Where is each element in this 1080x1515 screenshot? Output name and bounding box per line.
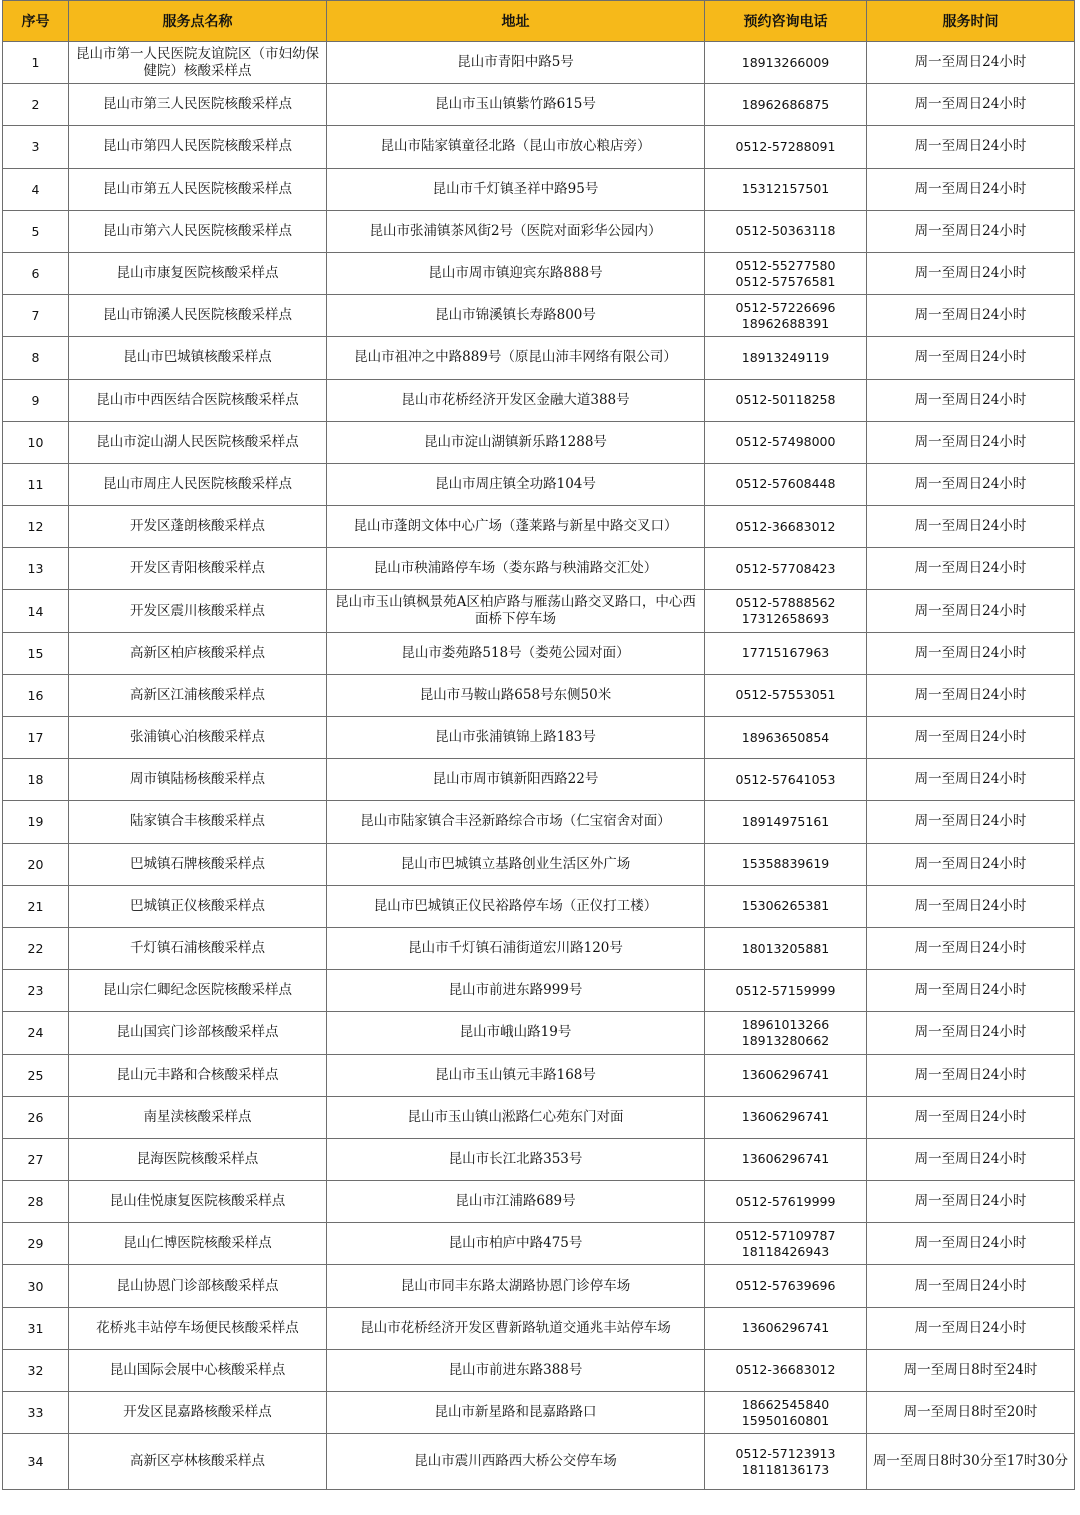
phone-number: 18963650854	[741, 729, 830, 745]
phone-number: 0512-57708423	[735, 560, 836, 576]
service-point-name: 高新区柏庐核酸采样点	[69, 632, 327, 674]
phone-number: 0512-57888562	[735, 595, 836, 611]
header-phone: 预约咨询电话	[705, 1, 867, 42]
service-hours: 周一至周日24小时	[867, 1265, 1075, 1307]
service-hours: 周一至周日24小时	[867, 84, 1075, 126]
row-number: 16	[3, 674, 69, 716]
header-address: 地址	[327, 1, 705, 42]
address-cell: 昆山市峨山路19号	[327, 1012, 705, 1054]
address-cell: 昆山市周市镇迎宾东路888号	[327, 252, 705, 294]
address-cell: 昆山市巴城镇立基路创业生活区外广场	[327, 843, 705, 885]
row-number: 23	[3, 970, 69, 1012]
service-point-name: 千灯镇石浦核酸采样点	[69, 927, 327, 969]
row-number: 9	[3, 379, 69, 421]
row-number: 20	[3, 843, 69, 885]
row-number: 29	[3, 1223, 69, 1265]
service-hours: 周一至周日24小时	[867, 674, 1075, 716]
service-point-name: 昆山宗仁卿纪念医院核酸采样点	[69, 970, 327, 1012]
phone-number: 0512-55277580	[735, 257, 836, 273]
table-row	[3, 421, 1075, 463]
phone-cell	[705, 970, 867, 1012]
service-hours: 周一至周日24小时	[867, 843, 1075, 885]
row-number: 12	[3, 506, 69, 548]
service-point-name: 昆山元丰路和合核酸采样点	[69, 1054, 327, 1096]
phone-number: 15306265381	[741, 898, 830, 914]
phone-cell	[705, 337, 867, 379]
row-number: 7	[3, 295, 69, 337]
service-point-name: 昆山国际会展中心核酸采样点	[69, 1349, 327, 1391]
table-row	[3, 252, 1075, 294]
row-number: 11	[3, 463, 69, 505]
phone-number: 0512-36683012	[735, 1362, 836, 1378]
table-row	[3, 168, 1075, 210]
phone-number: 0512-57109787	[735, 1227, 836, 1243]
phone-number: 0512-57288091	[735, 138, 836, 154]
row-number: 26	[3, 1096, 69, 1138]
service-point-name: 高新区江浦核酸采样点	[69, 674, 327, 716]
service-point-name: 陆家镇合丰核酸采样点	[69, 801, 327, 843]
service-point-name: 周市镇陆杨核酸采样点	[69, 759, 327, 801]
address-cell: 昆山市青阳中路5号	[327, 42, 705, 84]
phone-number: 0512-57619999	[735, 1193, 836, 1209]
address-cell: 昆山市玉山镇元丰路168号	[327, 1054, 705, 1096]
phone-cell	[705, 1434, 867, 1490]
address-cell: 昆山市前进东路999号	[327, 970, 705, 1012]
service-point-name: 开发区青阳核酸采样点	[69, 548, 327, 590]
table-row	[3, 1181, 1075, 1223]
header-hours: 服务时间	[867, 1, 1075, 42]
service-hours: 周一至周日24小时	[867, 717, 1075, 759]
address-cell: 昆山市陆家镇合丰泾新路综合市场（仁宝宿舍对面）	[327, 801, 705, 843]
address-cell: 昆山市祖冲之中路889号（原昆山沛丰网络有限公司）	[327, 337, 705, 379]
phone-cell	[705, 1012, 867, 1054]
phone-number: 18118136173	[741, 1461, 830, 1477]
row-number: 27	[3, 1138, 69, 1180]
phone-cell	[705, 463, 867, 505]
service-point-name: 昆山协恩门诊部核酸采样点	[69, 1265, 327, 1307]
table-row	[3, 927, 1075, 969]
service-hours: 周一至周日24小时	[867, 1054, 1075, 1096]
row-number: 32	[3, 1349, 69, 1391]
row-number: 33	[3, 1392, 69, 1434]
phone-cell	[705, 1265, 867, 1307]
phone-number: 13606296741	[741, 1151, 830, 1167]
table-row	[3, 1138, 1075, 1180]
phone-number: 18913280662	[741, 1032, 830, 1048]
row-number: 31	[3, 1307, 69, 1349]
phone-cell	[705, 42, 867, 84]
table-row	[3, 1434, 1075, 1490]
service-hours: 周一至周日8时30分至17时30分	[867, 1434, 1075, 1490]
phone-number: 18962688391	[741, 315, 830, 331]
service-point-name: 昆山市中西医结合医院核酸采样点	[69, 379, 327, 421]
address-cell: 昆山市陆家镇童径北路（昆山市放心粮店旁）	[327, 126, 705, 168]
service-hours: 周一至周日24小时	[867, 379, 1075, 421]
service-hours: 周一至周日24小时	[867, 632, 1075, 674]
table-row	[3, 1223, 1075, 1265]
service-hours: 周一至周日24小时	[867, 295, 1075, 337]
phone-cell	[705, 1392, 867, 1434]
row-number: 15	[3, 632, 69, 674]
row-number: 14	[3, 590, 69, 632]
address-cell: 昆山市长江北路353号	[327, 1138, 705, 1180]
phone-number: 13606296741	[741, 1109, 830, 1125]
header-no: 序号	[3, 1, 69, 42]
service-hours: 周一至周日24小时	[867, 168, 1075, 210]
service-point-name: 昆山佳悦康复医院核酸采样点	[69, 1181, 327, 1223]
service-hours: 周一至周日24小时	[867, 1096, 1075, 1138]
service-point-name: 昆山市淀山湖人民医院核酸采样点	[69, 421, 327, 463]
table-row	[3, 970, 1075, 1012]
table-row	[3, 42, 1075, 84]
phone-number: 15950160801	[741, 1412, 830, 1428]
service-point-name: 昆山市第四人民医院核酸采样点	[69, 126, 327, 168]
service-point-name: 昆山市康复医院核酸采样点	[69, 252, 327, 294]
phone-cell	[705, 1307, 867, 1349]
service-hours: 周一至周日24小时	[867, 590, 1075, 632]
address-cell: 昆山市玉山镇紫竹路615号	[327, 84, 705, 126]
sampling-points-table	[2, 0, 1075, 1490]
service-point-name: 高新区亭林核酸采样点	[69, 1434, 327, 1490]
address-cell: 昆山市张浦镇锦上路183号	[327, 717, 705, 759]
service-point-name: 巴城镇石牌核酸采样点	[69, 843, 327, 885]
phone-number: 18914975161	[741, 813, 830, 829]
table-body	[3, 42, 1075, 1490]
phone-cell	[705, 843, 867, 885]
phone-number: 13606296741	[741, 1320, 830, 1336]
table-row	[3, 885, 1075, 927]
row-number: 25	[3, 1054, 69, 1096]
service-hours: 周一至周日8时至24时	[867, 1349, 1075, 1391]
address-cell: 昆山市淀山湖镇新乐路1288号	[327, 421, 705, 463]
address-cell: 昆山市花桥经济开发区金融大道388号	[327, 379, 705, 421]
phone-number: 17715167963	[741, 645, 830, 661]
table-row	[3, 759, 1075, 801]
table-row	[3, 210, 1075, 252]
table-row	[3, 337, 1075, 379]
phone-cell	[705, 632, 867, 674]
phone-cell	[705, 801, 867, 843]
phone-cell	[705, 1138, 867, 1180]
table-row	[3, 801, 1075, 843]
table-row	[3, 126, 1075, 168]
phone-number: 18662545840	[741, 1396, 830, 1412]
service-point-name: 昆海医院核酸采样点	[69, 1138, 327, 1180]
phone-cell	[705, 759, 867, 801]
phone-number: 0512-57639696	[735, 1278, 836, 1294]
row-number: 5	[3, 210, 69, 252]
service-hours: 周一至周日24小时	[867, 1012, 1075, 1054]
phone-cell	[705, 84, 867, 126]
service-point-name: 昆山市锦溪人民医院核酸采样点	[69, 295, 327, 337]
header-row	[3, 1, 1075, 42]
table-row	[3, 1096, 1075, 1138]
phone-cell	[705, 717, 867, 759]
service-hours: 周一至周日24小时	[867, 337, 1075, 379]
row-number: 19	[3, 801, 69, 843]
phone-number: 17312658693	[741, 611, 830, 627]
row-number: 24	[3, 1012, 69, 1054]
service-hours: 周一至周日24小时	[867, 42, 1075, 84]
phone-cell	[705, 548, 867, 590]
address-cell: 昆山市蓬朗文体中心广场（蓬莱路与新星中路交叉口）	[327, 506, 705, 548]
phone-number: 18913266009	[741, 54, 830, 70]
phone-number: 18118426943	[741, 1243, 830, 1259]
table-row	[3, 548, 1075, 590]
phone-number: 0512-57576581	[735, 273, 836, 289]
phone-number: 18962686875	[741, 96, 830, 112]
service-point-name: 昆山市巴城镇核酸采样点	[69, 337, 327, 379]
service-hours: 周一至周日24小时	[867, 210, 1075, 252]
phone-cell	[705, 168, 867, 210]
service-point-name: 南星渎核酸采样点	[69, 1096, 327, 1138]
phone-number: 0512-57498000	[735, 434, 836, 450]
phone-cell	[705, 252, 867, 294]
service-point-name: 昆山市第三人民医院核酸采样点	[69, 84, 327, 126]
phone-cell	[705, 126, 867, 168]
address-cell: 昆山市秧浦路停车场（娄东路与秧浦路交汇处）	[327, 548, 705, 590]
service-point-name: 昆山市第六人民医院核酸采样点	[69, 210, 327, 252]
address-cell: 昆山市周庄镇全功路104号	[327, 463, 705, 505]
table-row	[3, 590, 1075, 632]
service-hours: 周一至周日24小时	[867, 885, 1075, 927]
service-hours: 周一至周日24小时	[867, 759, 1075, 801]
row-number: 17	[3, 717, 69, 759]
table-row	[3, 1349, 1075, 1391]
service-hours: 周一至周日24小时	[867, 927, 1075, 969]
phone-cell	[705, 1223, 867, 1265]
service-point-name: 昆山国宾门诊部核酸采样点	[69, 1012, 327, 1054]
address-cell: 昆山市花桥经济开发区曹新路轨道交通兆丰站停车场	[327, 1307, 705, 1349]
service-hours: 周一至周日24小时	[867, 506, 1075, 548]
row-number: 22	[3, 927, 69, 969]
service-hours: 周一至周日24小时	[867, 970, 1075, 1012]
service-hours: 周一至周日24小时	[867, 548, 1075, 590]
address-cell: 昆山市同丰东路太湖路协恩门诊停车场	[327, 1265, 705, 1307]
phone-cell	[705, 885, 867, 927]
service-point-name: 昆山市第五人民医院核酸采样点	[69, 168, 327, 210]
phone-number: 0512-36683012	[735, 518, 836, 534]
row-number: 4	[3, 168, 69, 210]
service-point-name: 昆山市周庄人民医院核酸采样点	[69, 463, 327, 505]
service-point-name: 昆山市第一人民医院友谊院区（市妇幼保健院）核酸采样点	[69, 42, 327, 84]
phone-number: 15312157501	[741, 181, 830, 197]
phone-cell	[705, 674, 867, 716]
row-number: 10	[3, 421, 69, 463]
table-row	[3, 295, 1075, 337]
address-cell: 昆山市玉山镇山淞路仁心苑东门对面	[327, 1096, 705, 1138]
table-row	[3, 506, 1075, 548]
phone-number: 18961013266	[741, 1016, 830, 1032]
service-point-name: 开发区昆嘉路核酸采样点	[69, 1392, 327, 1434]
address-cell: 昆山市柏庐中路475号	[327, 1223, 705, 1265]
service-point-name: 花桥兆丰站停车场便民核酸采样点	[69, 1307, 327, 1349]
service-point-name: 张浦镇心泊核酸采样点	[69, 717, 327, 759]
phone-number: 13606296741	[741, 1067, 830, 1083]
row-number: 13	[3, 548, 69, 590]
row-number: 28	[3, 1181, 69, 1223]
service-hours: 周一至周日24小时	[867, 801, 1075, 843]
table-row	[3, 1307, 1075, 1349]
phone-number: 0512-57553051	[735, 687, 836, 703]
table-row	[3, 379, 1075, 421]
phone-number: 0512-50118258	[735, 392, 836, 408]
address-cell: 昆山市千灯镇石浦街道宏川路120号	[327, 927, 705, 969]
row-number: 21	[3, 885, 69, 927]
phone-cell	[705, 1181, 867, 1223]
phone-number: 0512-57159999	[735, 982, 836, 998]
address-cell: 昆山市锦溪镇长寿路800号	[327, 295, 705, 337]
row-number: 1	[3, 42, 69, 84]
phone-number: 0512-57641053	[735, 771, 836, 787]
phone-number: 0512-57226696	[735, 299, 836, 315]
address-cell: 昆山市巴城镇正仪民裕路停车场（正仪打工楼）	[327, 885, 705, 927]
phone-number: 18013205881	[741, 940, 830, 956]
service-hours: 周一至周日24小时	[867, 1138, 1075, 1180]
service-hours: 周一至周日24小时	[867, 126, 1075, 168]
phone-cell	[705, 421, 867, 463]
address-cell: 昆山市娄苑路518号（娄苑公园对面）	[327, 632, 705, 674]
table-row	[3, 463, 1075, 505]
table-row	[3, 84, 1075, 126]
service-point-name: 开发区蓬朗核酸采样点	[69, 506, 327, 548]
phone-number: 15358839619	[741, 856, 830, 872]
address-cell: 昆山市千灯镇圣祥中路95号	[327, 168, 705, 210]
row-number: 6	[3, 252, 69, 294]
row-number: 18	[3, 759, 69, 801]
address-cell: 昆山市前进东路388号	[327, 1349, 705, 1391]
service-hours: 周一至周日24小时	[867, 1307, 1075, 1349]
address-cell: 昆山市震川西路西大桥公交停车场	[327, 1434, 705, 1490]
header-name: 服务点名称	[69, 1, 327, 42]
address-cell: 昆山市玉山镇枫景苑A区柏庐路与雁荡山路交叉路口，中心西面桥下停车场	[327, 590, 705, 632]
table-row	[3, 632, 1075, 674]
row-number: 8	[3, 337, 69, 379]
table-row	[3, 1012, 1075, 1054]
address-cell: 昆山市张浦镇茶风街2号（医院对面彩华公园内）	[327, 210, 705, 252]
service-hours: 周一至周日24小时	[867, 1181, 1075, 1223]
row-number: 30	[3, 1265, 69, 1307]
row-number: 3	[3, 126, 69, 168]
phone-cell	[705, 1054, 867, 1096]
table-row	[3, 1392, 1075, 1434]
phone-cell	[705, 1349, 867, 1391]
service-hours: 周一至周日24小时	[867, 421, 1075, 463]
address-cell: 昆山市江浦路689号	[327, 1181, 705, 1223]
phone-cell	[705, 295, 867, 337]
phone-cell	[705, 590, 867, 632]
table-row	[3, 1054, 1075, 1096]
table-row	[3, 674, 1075, 716]
service-point-name: 巴城镇正仪核酸采样点	[69, 885, 327, 927]
table-row	[3, 717, 1075, 759]
service-hours: 周一至周日24小时	[867, 1223, 1075, 1265]
service-point-name: 开发区震川核酸采样点	[69, 590, 327, 632]
phone-number: 18913249119	[741, 349, 830, 365]
service-hours: 周一至周日24小时	[867, 252, 1075, 294]
phone-cell	[705, 379, 867, 421]
phone-number: 0512-50363118	[735, 223, 836, 239]
address-cell: 昆山市周市镇新阳西路22号	[327, 759, 705, 801]
phone-cell	[705, 210, 867, 252]
service-hours: 周一至周日24小时	[867, 463, 1075, 505]
phone-cell	[705, 1096, 867, 1138]
address-cell: 昆山市马鞍山路658号东侧50米	[327, 674, 705, 716]
service-point-name: 昆山仁博医院核酸采样点	[69, 1223, 327, 1265]
phone-number: 0512-57608448	[735, 476, 836, 492]
phone-number: 0512-57123913	[735, 1445, 836, 1461]
service-hours: 周一至周日8时至20时	[867, 1392, 1075, 1434]
phone-cell	[705, 506, 867, 548]
table-row	[3, 1265, 1075, 1307]
address-cell: 昆山市新星路和昆嘉路路口	[327, 1392, 705, 1434]
row-number: 34	[3, 1434, 69, 1490]
row-number: 2	[3, 84, 69, 126]
table-row	[3, 843, 1075, 885]
phone-cell	[705, 927, 867, 969]
